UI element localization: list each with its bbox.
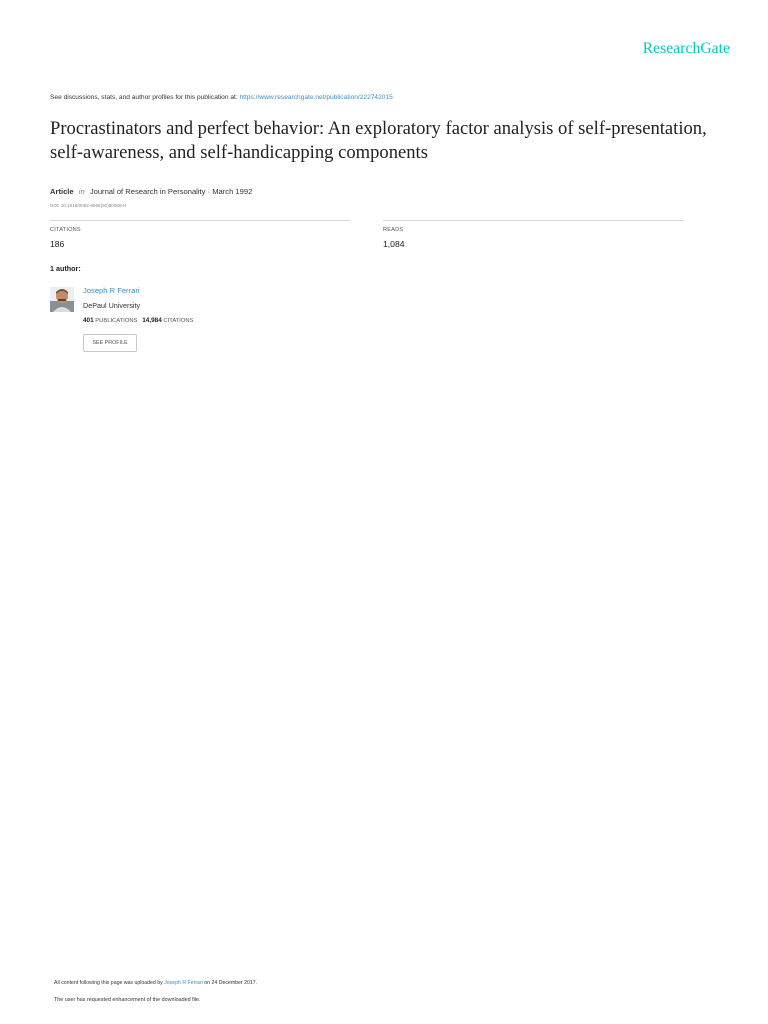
reads-divider [383,220,684,221]
author-avatar[interactable] [50,287,74,312]
publication-meta [50,187,252,196]
upload-suffix: on 24 December 2017. [204,980,258,986]
author-photo-icon [50,287,74,312]
doi: DOI: 10.1016/0092-6566(92)90068-H [50,203,127,208]
uploader-link[interactable]: Joseph R Ferrari [164,980,203,986]
upload-note [54,980,257,986]
author-publications-label: PUBLICATIONS [95,318,138,324]
publication-type: Article [50,187,74,196]
see-profile-button[interactable]: SEE PROFILE [83,334,137,352]
author-citations-count: 14,984 [142,317,162,324]
authors-heading: 1 author: [50,264,81,273]
upload-prefix: All content following this page was uploaded by [54,980,163,986]
discussions-prefix: See discussions, stats, and author profiles for this publication at: [50,94,238,101]
discussions-line [50,94,393,101]
publication-link[interactable]: https://www.researchgate.net/publication/222742015 [239,94,393,101]
reads-value: 1,084 [383,239,405,249]
reads-label: READS [383,227,404,233]
author-institution: DePaul University [83,301,141,310]
citations-divider [50,220,350,221]
enhancement-note: The user has requested enhancement of the downloaded file. [54,997,201,1003]
in-label: in [78,187,85,196]
citations-label: CITATIONS [50,227,81,233]
author-publications-count: 401 [83,317,94,324]
citations-value: 186 [50,239,65,249]
author-name[interactable]: Joseph R Ferrari [83,286,140,295]
author-citations-label: CITATIONS [163,318,194,324]
researchgate-logo[interactable]: ResearchGate [642,40,730,57]
journal-date: Journal of Research in Personality · March 1992 [89,187,253,196]
author-stats [83,317,193,324]
publication-title: Procrastinators and perfect behavior: An exploratory factor analysis of self-presentation, self-awareness, and self-handicapping components [50,118,707,163]
